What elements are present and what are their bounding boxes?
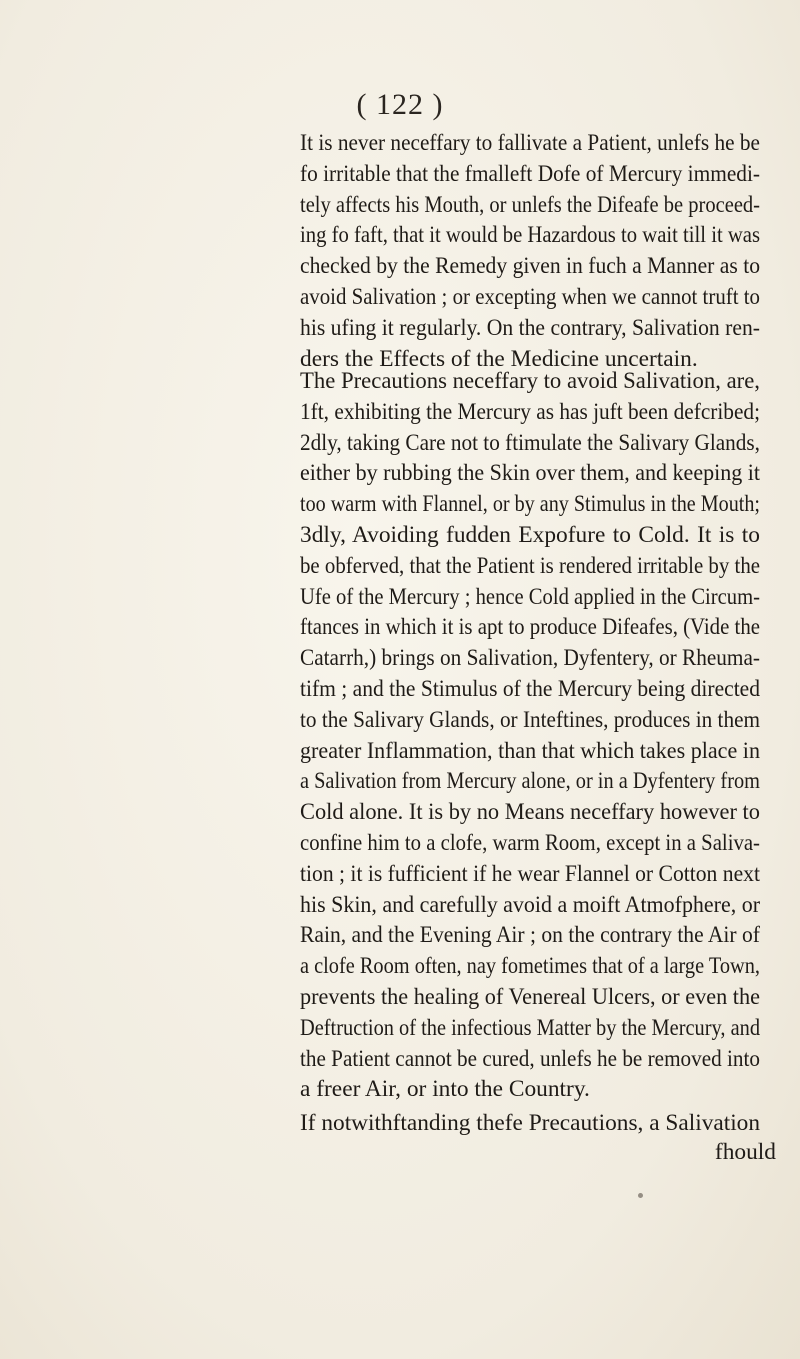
text-line: a Salivation from Mercury alone, or in a Dyfentery from <box>300 768 760 795</box>
text-line: his Skin, and carefully avoid a moift Atmofphere, or <box>300 891 761 918</box>
text-line: 3dly, Avoiding fudden Expofure to Cold. It is to <box>300 521 760 548</box>
text-line: his ufing it regularly. On the contrary, Salivation ren- <box>300 314 761 341</box>
text-line: fo irritable that the fmalleft Dofe of Mercury immedi- <box>300 160 761 187</box>
text-line: either by rubbing the Skin over them, and keeping it <box>300 460 761 487</box>
text-line: Catarrh,) brings on Salivation, Dyfentery, or Rheuma- <box>300 645 760 672</box>
text-line: ders the Effects of the Medicine uncertain. <box>300 345 698 372</box>
text-line: Cold alone. It is by no Means neceffary however to <box>300 799 760 826</box>
text-line: checked by the Remedy given in fuch a Manner as to <box>300 253 761 280</box>
text-line: prevents the healing of Venereal Ulcers, or even the <box>300 983 760 1010</box>
text-line: If notwithftanding thefe Precautions, a Salivation <box>300 1110 761 1136</box>
text-line: tifm ; and the Stimulus of the Mercury being directed <box>300 675 761 702</box>
text-line: tion ; it is fufficient if he wear Flannel or Cotton next <box>300 860 760 887</box>
text-line: to the Salivary Glands, or Inteftines, produces in them <box>300 706 761 733</box>
text-line: too warm with Flannel, or by any Stimulus in the Mouth; <box>300 491 761 518</box>
text-line: Deftruction of the infectious Matter by the Mercury, and <box>300 1014 761 1041</box>
text-line: tely affects his Mouth, or unlefs the Difeafe be proceed- <box>300 191 761 218</box>
text-line: 1ft, exhibiting the Mercury as has juft been defcribed; <box>300 398 761 425</box>
text-line: the Patient cannot be cured, unlefs he be removed into <box>300 1045 760 1072</box>
text-line: 2dly, taking Care not to ftimulate the Salivary Glands, <box>300 429 760 456</box>
text-line: avoid Salivation ; or excepting when we cannot truft to <box>300 283 760 310</box>
text-line: be obferved, that the Patient is rendered irritable by the <box>300 552 761 579</box>
text-line: a freer Air, or into the Country. <box>300 1076 590 1103</box>
text-line: Rain, and the Evening Air ; on the contrary the Air of <box>300 922 760 949</box>
text-line: Ufe of the Mercury ; hence Cold applied in the Circum- <box>300 583 760 610</box>
text-line: The Precautions neceffary to avoid Salivation, are, <box>300 368 760 394</box>
page-number: ( 122 ) <box>356 88 444 121</box>
text-line: greater Inflammation, than that which takes place in <box>300 737 760 764</box>
paragraph-1 <box>300 128 800 374</box>
text-line: ftances in which it is apt to produce Difeafes, (Vide the <box>300 614 760 641</box>
paper-speck <box>638 1193 643 1198</box>
paragraph-2 <box>300 366 800 1105</box>
text-line: It is never neceffary to fallivate a Patient, unlefs he be <box>300 130 761 156</box>
text-line: a clofe Room often, nay fometimes that of a large Town, <box>300 953 760 980</box>
paragraph-3 <box>300 1108 761 1139</box>
text-line: ing fo faft, that it would be Hazardous to wait till it was <box>300 222 761 249</box>
catchword: fhould <box>714 1139 776 1165</box>
text-line: confine him to a clofe, warm Room, except in a Saliva- <box>300 829 760 856</box>
